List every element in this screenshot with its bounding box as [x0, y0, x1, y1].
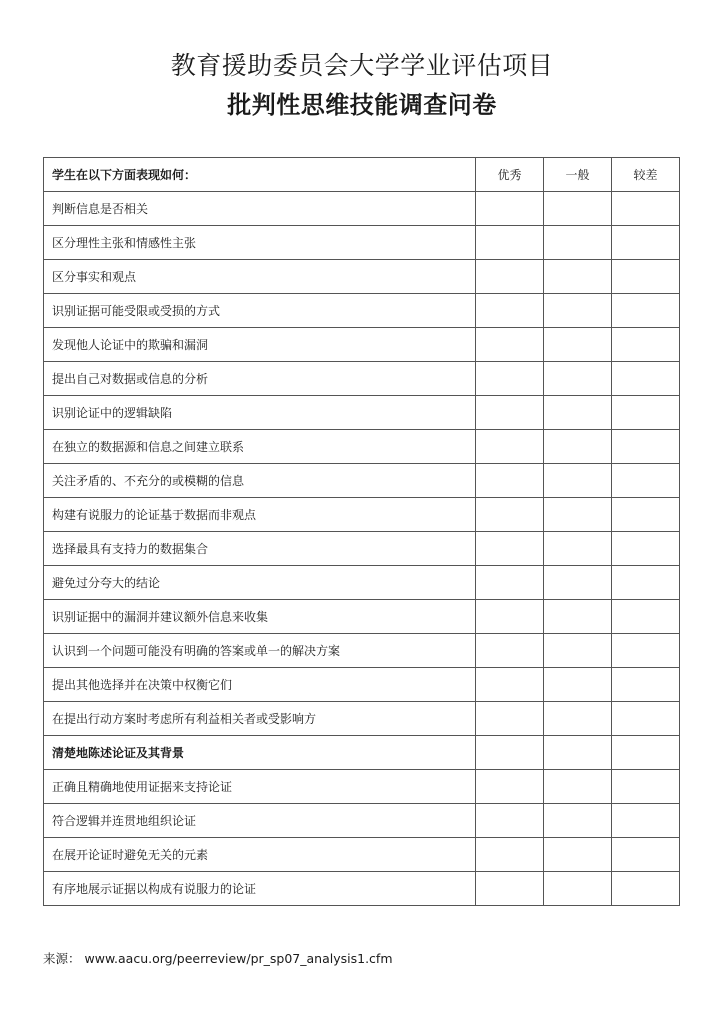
table-row — [44, 294, 680, 328]
rating-cell-average[interactable] — [544, 702, 612, 736]
item-label: 符合逻辑并连贯地组织论证 — [44, 804, 476, 838]
rating-cell-poor[interactable] — [612, 838, 680, 872]
item-label: 识别证据可能受限或受损的方式 — [44, 294, 476, 328]
rating-cell-excellent[interactable] — [476, 396, 544, 430]
rating-cell-poor[interactable] — [612, 532, 680, 566]
rating-cell-excellent[interactable] — [476, 498, 544, 532]
source-url[interactable]: www.aacu.org/peerreview/pr_sp07_analysis1.cfm — [84, 951, 393, 966]
source-line — [43, 949, 393, 967]
table-row — [44, 532, 680, 566]
table-row — [44, 260, 680, 294]
item-label: 发现他人论证中的欺骗和漏洞 — [44, 328, 476, 362]
item-label: 避免过分夸大的结论 — [44, 566, 476, 600]
rating-cell-average[interactable] — [544, 396, 612, 430]
rating-cell-excellent[interactable] — [476, 600, 544, 634]
table-row — [44, 464, 680, 498]
rating-cell-average[interactable] — [544, 600, 612, 634]
rating-cell-excellent[interactable] — [476, 260, 544, 294]
page-subtitle: 批判性思维技能调查问卷 — [227, 91, 497, 119]
table-row — [44, 838, 680, 872]
header-rating-excellent: 优秀 — [476, 158, 544, 192]
rating-cell-excellent[interactable] — [476, 566, 544, 600]
rating-cell-excellent[interactable] — [476, 838, 544, 872]
rating-cell-poor[interactable] — [612, 464, 680, 498]
rating-cell-poor[interactable] — [612, 668, 680, 702]
table-row — [44, 566, 680, 600]
rating-cell-excellent[interactable] — [476, 804, 544, 838]
table-row — [44, 600, 680, 634]
rating-cell-poor[interactable] — [612, 328, 680, 362]
rating-cell-average[interactable] — [544, 838, 612, 872]
survey-table — [43, 157, 680, 906]
rating-cell-average[interactable] — [544, 328, 612, 362]
rating-cell-average[interactable] — [544, 430, 612, 464]
rating-cell-excellent[interactable] — [476, 872, 544, 906]
rating-cell-poor[interactable] — [612, 260, 680, 294]
table-row — [44, 668, 680, 702]
rating-cell-poor[interactable] — [612, 430, 680, 464]
header-rating-poor: 较差 — [612, 158, 680, 192]
rating-cell-poor[interactable] — [612, 736, 680, 770]
rating-cell-excellent[interactable] — [476, 226, 544, 260]
item-label: 提出其他选择并在决策中权衡它们 — [44, 668, 476, 702]
rating-cell-average[interactable] — [544, 532, 612, 566]
rating-cell-average[interactable] — [544, 362, 612, 396]
rating-cell-average[interactable] — [544, 872, 612, 906]
rating-cell-average[interactable] — [544, 498, 612, 532]
rating-cell-average[interactable] — [544, 192, 612, 226]
item-label: 识别论证中的逻辑缺陷 — [44, 396, 476, 430]
rating-cell-excellent[interactable] — [476, 192, 544, 226]
rating-cell-excellent[interactable] — [476, 702, 544, 736]
rating-cell-poor[interactable] — [612, 600, 680, 634]
rating-cell-poor[interactable] — [612, 770, 680, 804]
item-label: 清楚地陈述论证及其背景 — [44, 736, 476, 770]
rating-cell-excellent[interactable] — [476, 532, 544, 566]
rating-cell-excellent[interactable] — [476, 328, 544, 362]
item-label: 识别证据中的漏洞并建议额外信息来收集 — [44, 600, 476, 634]
item-label: 正确且精确地使用证据来支持论证 — [44, 770, 476, 804]
rating-cell-poor[interactable] — [612, 498, 680, 532]
rating-cell-excellent[interactable] — [476, 736, 544, 770]
table-row — [44, 770, 680, 804]
item-label: 选择最具有支持力的数据集合 — [44, 532, 476, 566]
rating-cell-average[interactable] — [544, 260, 612, 294]
table-row — [44, 498, 680, 532]
rating-cell-poor[interactable] — [612, 566, 680, 600]
rating-cell-average[interactable] — [544, 804, 612, 838]
table-row — [44, 362, 680, 396]
table-row — [44, 804, 680, 838]
table-row — [44, 192, 680, 226]
rating-cell-average[interactable] — [544, 770, 612, 804]
rating-cell-excellent[interactable] — [476, 362, 544, 396]
rating-cell-excellent[interactable] — [476, 464, 544, 498]
table-row — [44, 226, 680, 260]
rating-cell-average[interactable] — [544, 226, 612, 260]
rating-cell-average[interactable] — [544, 464, 612, 498]
rating-cell-poor[interactable] — [612, 362, 680, 396]
rating-cell-poor[interactable] — [612, 294, 680, 328]
rating-cell-excellent[interactable] — [476, 294, 544, 328]
header-rating-average: 一般 — [544, 158, 612, 192]
rating-cell-average[interactable] — [544, 736, 612, 770]
item-label: 有序地展示证据以构成有说服力的论证 — [44, 872, 476, 906]
header-question: 学生在以下方面表现如何： — [44, 158, 476, 192]
table-header-row — [44, 158, 680, 192]
rating-cell-poor[interactable] — [612, 872, 680, 906]
rating-cell-average[interactable] — [544, 566, 612, 600]
source-label: 来源： — [43, 951, 81, 966]
table-row — [44, 634, 680, 668]
table-row — [44, 872, 680, 906]
rating-cell-poor[interactable] — [612, 634, 680, 668]
rating-cell-excellent[interactable] — [476, 668, 544, 702]
table-row — [44, 430, 680, 464]
item-label: 构建有说服力的论证基于数据而非观点 — [44, 498, 476, 532]
table-row — [44, 328, 680, 362]
rating-cell-poor[interactable] — [612, 192, 680, 226]
rating-cell-excellent[interactable] — [476, 634, 544, 668]
item-label: 认识到一个问题可能没有明确的答案或单一的解决方案 — [44, 634, 476, 668]
item-label: 判断信息是否相关 — [44, 192, 476, 226]
rating-cell-excellent[interactable] — [476, 430, 544, 464]
table-row — [44, 702, 680, 736]
item-label: 关注矛盾的、不充分的或模糊的信息 — [44, 464, 476, 498]
item-label: 区分事实和观点 — [44, 260, 476, 294]
rating-cell-average[interactable] — [544, 294, 612, 328]
rating-cell-poor[interactable] — [612, 396, 680, 430]
item-label: 提出自己对数据或信息的分析 — [44, 362, 476, 396]
rating-cell-poor[interactable] — [612, 804, 680, 838]
item-label: 在展开论证时避免无关的元素 — [44, 838, 476, 872]
item-label: 在独立的数据源和信息之间建立联系 — [44, 430, 476, 464]
rating-cell-poor[interactable] — [612, 226, 680, 260]
table-row — [44, 396, 680, 430]
survey-body — [44, 192, 680, 906]
item-label: 在提出行动方案时考虑所有利益相关者或受影响方 — [44, 702, 476, 736]
table-row — [44, 736, 680, 770]
page-title: 教育援助委员会大学学业评估项目 — [170, 51, 554, 80]
rating-cell-average[interactable] — [544, 668, 612, 702]
item-label: 区分理性主张和情感性主张 — [44, 226, 476, 260]
rating-cell-poor[interactable] — [612, 702, 680, 736]
rating-cell-excellent[interactable] — [476, 770, 544, 804]
rating-cell-average[interactable] — [544, 634, 612, 668]
